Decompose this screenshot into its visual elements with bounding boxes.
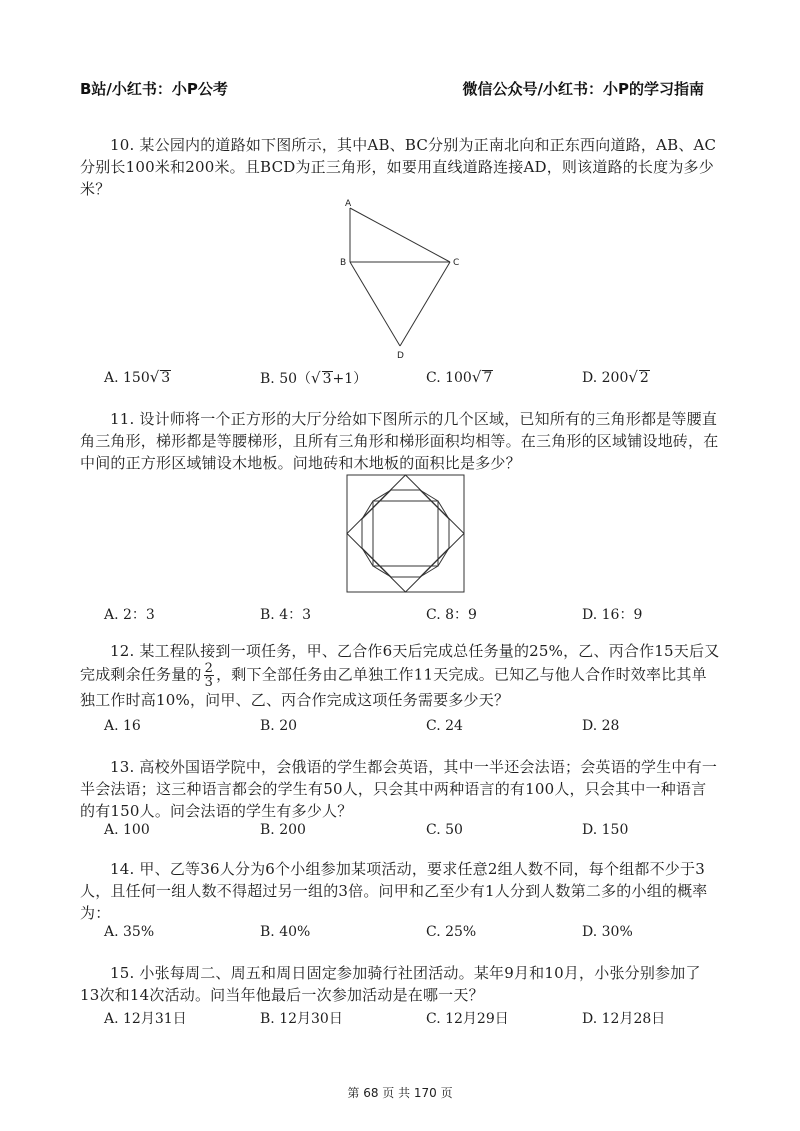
option-d[interactable]: D. 16：9 bbox=[582, 607, 643, 623]
q10-figure bbox=[330, 196, 470, 366]
option-d[interactable]: D. 30% bbox=[582, 924, 633, 940]
question-14-text: 14. 甲、乙等36人分为6个小组参加某项活动，要求任意2组人数不同，每个组都不少于3人，且任何一组人数不得超过另一组的3倍。问甲和乙至少有1人分到人数第二多的小组的概率为： bbox=[80, 860, 708, 922]
question-11-options bbox=[104, 604, 704, 626]
option-a[interactable]: A. 16 bbox=[104, 718, 141, 734]
option-d[interactable]: D. 28 bbox=[582, 718, 620, 734]
question-10-options bbox=[104, 368, 704, 390]
option-d[interactable]: D. 12月28日 bbox=[582, 1011, 666, 1027]
option-a[interactable]: A. 35% bbox=[104, 924, 155, 940]
option-b[interactable]: B. 20 bbox=[260, 718, 298, 734]
option-c[interactable]: C. 25% bbox=[426, 924, 477, 940]
question-14-options bbox=[104, 924, 704, 946]
inner-square bbox=[373, 501, 438, 566]
option-b[interactable]: B. 40% bbox=[260, 924, 311, 940]
segment-cd bbox=[400, 262, 450, 346]
option-c[interactable]: C. 24 bbox=[426, 718, 463, 734]
question-15-options bbox=[104, 1008, 704, 1030]
label-a: A bbox=[345, 199, 352, 209]
option-d[interactable]: D. 150 bbox=[582, 822, 629, 838]
question-10-text: 10. 某公园内的道路如下图所示，其中AB、BC分别为正南北向和正东西向道路，AB、AC分别长100米和200米。且BCD为正三角形，如要用直线道路连接AD，则该道路的长度为多少米？ bbox=[80, 136, 717, 198]
option-b[interactable]: B. 200 bbox=[260, 822, 306, 838]
segment-ac bbox=[350, 208, 450, 262]
question-13-options bbox=[104, 822, 704, 844]
option-a[interactable]: A. 2：3 bbox=[104, 607, 155, 623]
option-d[interactable]: D. 200√ 2 bbox=[582, 368, 649, 386]
label-c: C bbox=[453, 258, 460, 268]
option-c[interactable]: C. 8：9 bbox=[426, 607, 477, 623]
option-c[interactable]: C. 100√ 7 bbox=[426, 368, 493, 386]
option-c[interactable]: C. 12月29日 bbox=[426, 1011, 509, 1027]
diamond bbox=[347, 475, 464, 592]
outer-square bbox=[347, 475, 464, 592]
fraction: $\frac{2}{3}$ bbox=[204, 661, 214, 690]
q11-figure bbox=[346, 474, 466, 596]
question-13-text: 13. 高校外国语学院中，会俄语的学生都会英语，其中一半还会法语；会英语的学生中有一半会法语；这三种语言都会的学生有50人，只会其中两种语言的有100人，只会其中一种语言的有150人。问会法语的学生有多少人？ bbox=[80, 758, 718, 820]
question-12-options bbox=[104, 718, 704, 740]
middle-octagon bbox=[362, 490, 449, 577]
header-left: B站/小红书：小P公考 bbox=[80, 80, 228, 98]
option-b[interactable]: B. 50（√ 3+1） bbox=[260, 369, 368, 387]
option-b[interactable]: B. 4：3 bbox=[260, 607, 312, 623]
header-right: 微信公众号/小红书：小P的学习指南 bbox=[462, 80, 704, 98]
question-15-text: 15. 小张每周二、周五和周日固定参加骑行社团活动。某年9月和10月，小张分别参加了13次和14次活动。问当年他最后一次参加活动是在哪一天？ bbox=[80, 964, 701, 1004]
question-11-text: 11. 设计师将一个正方形的大厅分给如下图所示的几个区域，已知所有的三角形都是等腰直角三角形，梯形都是等腰梯形，且所有三角形和梯形面积均相等。在三角形的区域铺设地砖，在中间的正方形区域铺设木地板。问地砖和木地板的面积比是多少？ bbox=[80, 410, 719, 472]
label-b: B bbox=[340, 258, 347, 268]
option-a[interactable]: A. 150√ 3 bbox=[104, 368, 171, 386]
label-d: D bbox=[397, 351, 404, 361]
question-12-text: 12. 某工程队接到一项任务，甲、乙合作6天后完成总任务量的25%，乙、丙合作15天后又完成剩余任务量的 $\frac{2}{3}$ ，剩下全部任务由乙单独工作11天完成。已知乙与他人合作时效率比其单独工作时高10%，问甲、乙、丙合作完成这项任务需要多少天？ bbox=[80, 642, 720, 709]
page-number: 第 68 页 共 170 页 bbox=[347, 1086, 453, 1100]
option-b[interactable]: B. 12月30日 bbox=[260, 1011, 343, 1027]
segment-bd bbox=[350, 262, 400, 346]
option-a[interactable]: A. 100 bbox=[104, 822, 150, 838]
option-c[interactable]: C. 50 bbox=[426, 822, 463, 838]
option-a[interactable]: A. 12月31日 bbox=[104, 1011, 187, 1027]
